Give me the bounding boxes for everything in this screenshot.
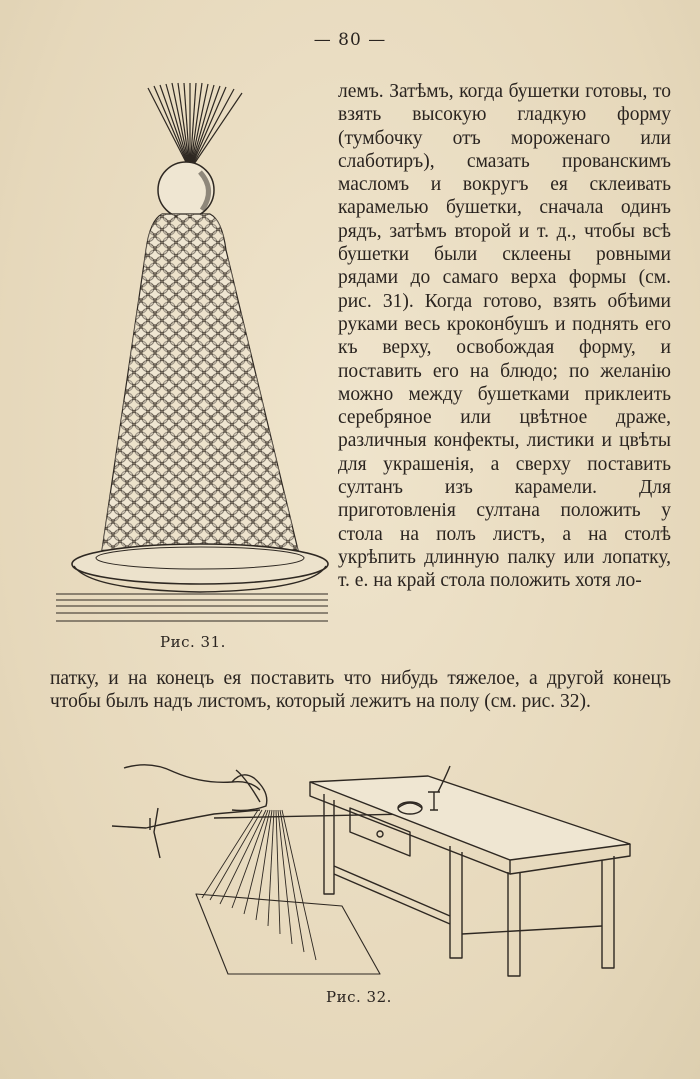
text-full-width [50,667,671,714]
column-paragraph: лемъ. Затѣмъ, когда бушетки готовы, то взять высокую гладкую форму (тумбочку отъ мороженаго или слаботиръ), смазать прованскимъ масломъ и вокругъ ея склеивать карамелью бушетки, сначала одинъ рядъ, затѣмъ второй и т. д., чтобы всѣ бушетки были склеены ровными рядами до самаго верха формы (см. рис. 31). Когда готово, взять обѣими руками весь кроконбушъ и поднять его къ верху, освобождая форму, и поставить его на блюдо; по желанію можно между бушетками приклеить серебряное или цвѣтное драже, различныя конфекты, листики и цвѣты для украшенія, а сверху поставить султанъ изъ карамели. Для приготовленія султана положить у стола на полъ листъ, а на столѣ укрѣпить длинную палку или лопатку, т. е. на край стола положить хотя ло- [338,81,671,592]
figure-32-caption: Рис. 32. [326,988,392,1006]
text-column [338,80,671,593]
croquembouche-illustration [50,80,330,640]
full-width-paragraph: патку, и на конецъ ея поставить что нибудь тяжелое, а другой конецъ чтобы былъ надъ листомъ, который лежитъ на полу (см. рис. 32). [50,668,671,713]
page-number: — 80 — [313,30,387,50]
figure-31-caption: Рис. 31. [160,633,226,651]
sugar-threads-illustration [110,748,640,983]
